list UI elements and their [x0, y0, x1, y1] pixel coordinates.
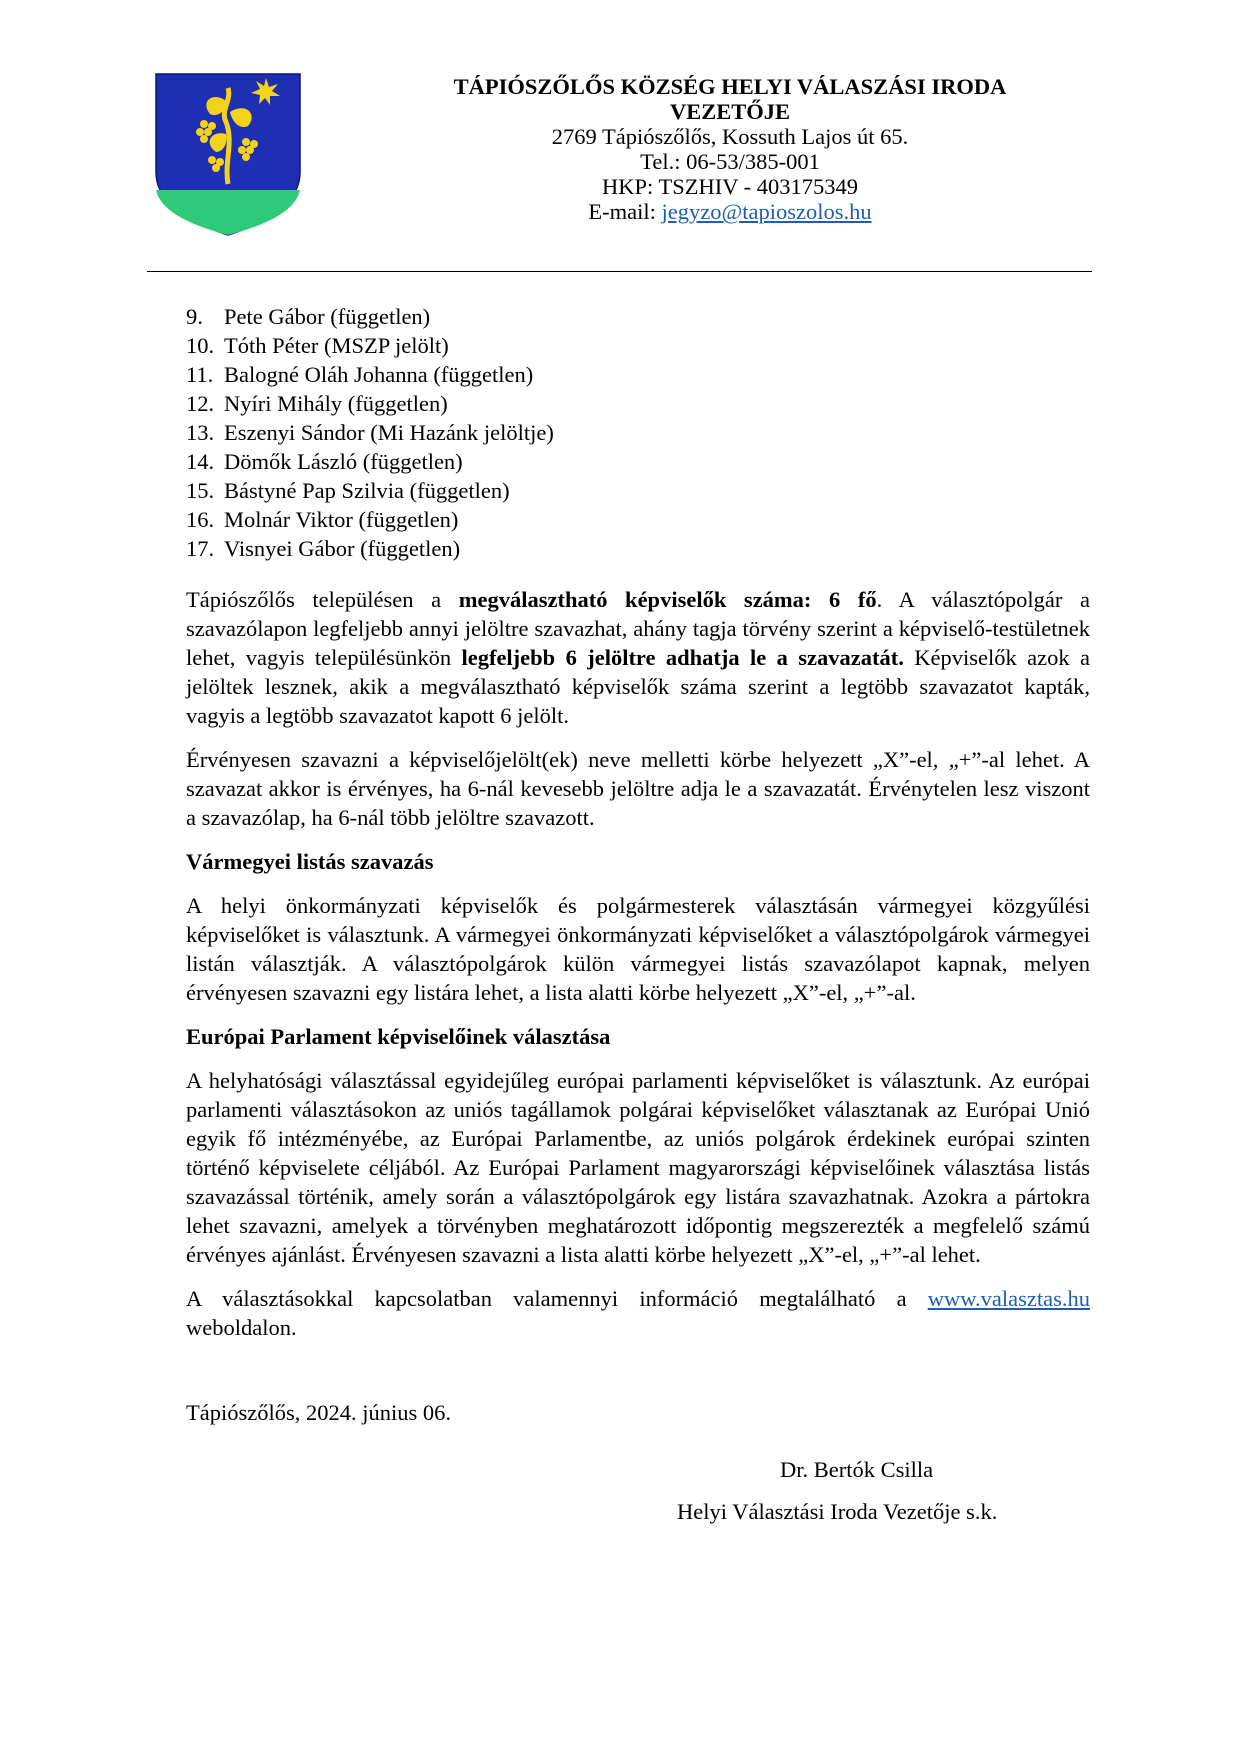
office-email-line [380, 199, 1080, 224]
valid-vote-paragraph: Érvényesen szavazni a képviselőjelölt(ek) neve melletti körbe helyezett „X”-el, „+”-al lehet. A szavazat akkor is érvényes, ha 6-nál kevesebb jelöltre adja le a szavazatát. Érvénytelen lesz viszont a szavazólap, ha 6-nál több jelöltre szavazott. [186, 747, 1090, 830]
county-list-heading: Vármegyei listás szavazás [186, 849, 434, 874]
list-item-number: 9. [186, 304, 203, 329]
list-item-text: Visnyei Gábor (független) [224, 536, 461, 561]
list-item-number: 16. [186, 507, 215, 532]
office-title-line1: TÁPIÓSZŐLŐS KÖZSÉG HELYI VÁLASZÁSI IRODA [453, 74, 1007, 99]
email-link[interactable]: jegyzo@tapioszolos.hu [661, 199, 872, 224]
info-paragraph: A választásokkal kapcsolatban valamennyi információ megtalálható a www.valasztas.hu weboldalon. [186, 1286, 1090, 1340]
list-item-number: 10. [186, 333, 215, 358]
ep-election-heading: Európai Parlament képviselőinek választása [186, 1024, 611, 1049]
list-item [186, 476, 1090, 505]
letterhead [380, 74, 1080, 224]
list-item-number: 14. [186, 449, 215, 474]
closing-date: Tápiószőlős, 2024. június 06. [186, 1400, 451, 1425]
representatives-paragraph: Tápiószőlős településen a megválasztható képviselők száma: 6 fő. A választópolgár a szavazólapon legfeljebb annyi jelöltre szavazhat, ahány tagja törvény szerint a képviselő-testületnek lehet, vagyis településünkön legfeljebb 6 jelöltre adhatja le a szavazatát. Képviselők azok a jelöltek lesznek, akik a megválasztható képviselők száma szerint a legtöbb szavazatot kapták, vagyis a legtöbb szavazatot kapott 6 jelölt. [186, 587, 1090, 728]
list-item-number: 15. [186, 478, 215, 503]
list-item-number: 12. [186, 391, 215, 416]
list-item [186, 534, 1090, 563]
office-phone: Tel.: 06-53/385-001 [640, 149, 820, 174]
county-list-paragraph: A helyi önkormányzati képviselők és polgármesterek választásán vármegyei közgyűlési képviselőket is választunk. A vármegyei önkormányzati képviselőket a választópolgárok vármegyei listán választják. A választópolgárok külön vármegyei listás szavazólapot kapnak, melyen érvényesen szavazni egy listára lehet, a lista alatti körbe helyezett „X”-el, „+”-al. [186, 893, 1090, 1005]
list-item [186, 360, 1090, 389]
list-item [186, 302, 1090, 331]
list-item-text: Nyíri Mihály (független) [224, 391, 448, 416]
office-title-line2: VEZETŐJE [669, 99, 791, 124]
list-item [186, 447, 1090, 476]
list-item-text: Tóth Péter (MSZP jelölt) [224, 333, 449, 358]
document-body [186, 302, 1090, 1526]
list-item [186, 418, 1090, 447]
list-item-text: Eszenyi Sándor (Mi Hazánk jelöltje) [224, 420, 554, 445]
candidate-list [186, 302, 1090, 563]
list-item-text: Pete Gábor (független) [224, 304, 431, 329]
list-item-number: 11. [186, 362, 214, 387]
list-item [186, 505, 1090, 534]
max-votes-note: legfeljebb 6 jelöltre adhatja le a szavazatát. [461, 645, 904, 670]
list-item-text: Dömők László (független) [224, 449, 463, 474]
signer-name: Dr. Bertók Csilla [780, 1457, 934, 1482]
header-divider [147, 271, 1092, 272]
list-item-text: Balogné Oláh Johanna (független) [224, 362, 534, 387]
valasztas-link[interactable]: www.valasztas.hu [927, 1286, 1090, 1311]
list-item-number: 17. [186, 536, 215, 561]
list-item [186, 331, 1090, 360]
list-item [186, 389, 1090, 418]
ep-election-paragraph: A helyhatósági választással egyidejűleg európai parlamenti képviselőket is választunk. Az európai parlamenti választásokon az uniós tagállamok polgárai képviselőket választanak az Európai Unió egyik fő intézményébe, az Európai Parlamentbe, az uniós polgárok érdekinek európai szinten történő képviselete céljából. Az Európai Parlament magyarországi képviselőinek választása listás szavazással történik, amely során a választópolgárok egy listára szavazhatnak. Azokra a pártokra lehet szavazni, amelyek a törvényben meghatározott időpontig megszerezték a megfelelő számú érvényes ajánlást. Érvényesen szavazni a lista alatti körbe helyezett „X”-el, „+”-al lehet. [186, 1068, 1090, 1267]
office-address: 2769 Tápiószőlős, Kossuth Lajos út 65. [551, 124, 909, 149]
list-item-text: Molnár Viktor (független) [224, 507, 459, 532]
representatives-count: megválasztható képviselők száma: 6 fő [458, 587, 877, 612]
email-label: E-mail: [588, 199, 662, 224]
office-hkp: HKP: TSZHIV - 403175349 [601, 174, 859, 199]
list-item-text: Bástyné Pap Szilvia (független) [224, 478, 510, 503]
coat-of-arms-logo [154, 72, 302, 237]
list-item-number: 13. [186, 420, 215, 445]
signer-title: Helyi Választási Iroda Vezetője s.k. [677, 1499, 998, 1524]
